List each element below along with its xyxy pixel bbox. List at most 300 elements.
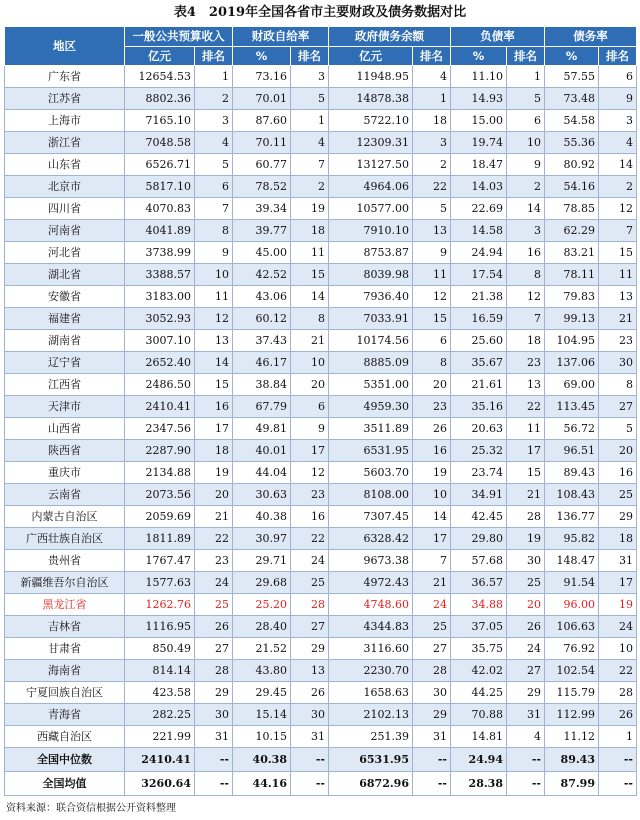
value-cell: 13 <box>507 374 545 396</box>
value-cell: 57.68 <box>451 550 507 572</box>
value-cell: 37.43 <box>233 330 291 352</box>
table-row <box>5 88 637 110</box>
value-cell: 28.38 <box>451 772 507 796</box>
value-cell: 25 <box>413 616 451 638</box>
value-cell: 31 <box>413 726 451 748</box>
value-cell: 4972.43 <box>329 572 413 594</box>
value-cell: 15 <box>599 242 637 264</box>
value-cell: 27 <box>413 638 451 660</box>
value-cell: 6531.95 <box>329 440 413 462</box>
value-cell: 19 <box>195 462 233 484</box>
value-cell: 4 <box>507 726 545 748</box>
value-cell: 814.14 <box>125 660 195 682</box>
region-cell: 广西壮族自治区 <box>5 528 125 550</box>
value-cell: 221.99 <box>125 726 195 748</box>
table-row <box>5 528 637 550</box>
value-cell: 37.05 <box>451 616 507 638</box>
value-cell: 19 <box>291 198 329 220</box>
value-cell: 7 <box>195 198 233 220</box>
value-cell: 3052.93 <box>125 308 195 330</box>
header-unit: % <box>233 47 291 66</box>
value-cell: -- <box>195 748 233 772</box>
header-unit: 亿元 <box>125 47 195 66</box>
table-row <box>5 462 637 484</box>
region-cell: 河北省 <box>5 242 125 264</box>
value-cell: 15 <box>195 374 233 396</box>
value-cell: 4748.60 <box>329 594 413 616</box>
value-cell: 282.25 <box>125 704 195 726</box>
value-cell: 14 <box>195 352 233 374</box>
value-cell: 30 <box>291 704 329 726</box>
value-cell: 6 <box>507 110 545 132</box>
header-rank: 排名 <box>599 47 637 66</box>
value-cell: 104.95 <box>545 330 599 352</box>
value-cell: 27 <box>195 638 233 660</box>
value-cell: 7 <box>599 220 637 242</box>
value-cell: 21 <box>413 572 451 594</box>
value-cell: 2410.41 <box>125 748 195 772</box>
value-cell: 24 <box>413 594 451 616</box>
value-cell: 6526.71 <box>125 154 195 176</box>
region-cell: 福建省 <box>5 308 125 330</box>
value-cell: 23 <box>195 550 233 572</box>
value-cell: 22 <box>413 176 451 198</box>
value-cell: 6531.95 <box>329 748 413 772</box>
value-cell: 25 <box>195 594 233 616</box>
region-cell: 重庆市 <box>5 462 125 484</box>
region-cell: 贵州省 <box>5 550 125 572</box>
value-cell: 4041.89 <box>125 220 195 242</box>
value-cell: 3007.10 <box>125 330 195 352</box>
value-cell: 8885.09 <box>329 352 413 374</box>
table-row <box>5 660 637 682</box>
value-cell: 11 <box>599 264 637 286</box>
value-cell: 9 <box>599 88 637 110</box>
value-cell: 54.16 <box>545 176 599 198</box>
value-cell: 16.59 <box>451 308 507 330</box>
table-row <box>5 704 637 726</box>
value-cell: 28.40 <box>233 616 291 638</box>
value-cell: 11.12 <box>545 726 599 748</box>
region-cell: 湖南省 <box>5 330 125 352</box>
value-cell: 102.54 <box>545 660 599 682</box>
value-cell: 16 <box>195 396 233 418</box>
value-cell: 14.93 <box>451 88 507 110</box>
value-cell: 31 <box>507 704 545 726</box>
value-cell: 2230.70 <box>329 660 413 682</box>
table-row <box>5 154 637 176</box>
region-cell: 江西省 <box>5 374 125 396</box>
value-cell: 4 <box>599 132 637 154</box>
region-cell: 陕西省 <box>5 440 125 462</box>
value-cell: 23 <box>507 352 545 374</box>
region-cell: 广东省 <box>5 66 125 88</box>
value-cell: 2102.13 <box>329 704 413 726</box>
value-cell: 8753.87 <box>329 242 413 264</box>
value-cell: -- <box>291 748 329 772</box>
value-cell: 7048.58 <box>125 132 195 154</box>
table-row <box>5 374 637 396</box>
value-cell: 29 <box>195 682 233 704</box>
value-cell: 12 <box>195 308 233 330</box>
value-cell: 26 <box>195 616 233 638</box>
value-cell: 29 <box>413 704 451 726</box>
value-cell: 18.47 <box>451 154 507 176</box>
region-cell: 黑龙江省 <box>5 594 125 616</box>
value-cell: 7936.40 <box>329 286 413 308</box>
value-cell: 18 <box>507 330 545 352</box>
value-cell: 78.85 <box>545 198 599 220</box>
value-cell: 16 <box>291 506 329 528</box>
value-cell: 850.49 <box>125 638 195 660</box>
value-cell: 16 <box>413 440 451 462</box>
value-cell: 1 <box>599 726 637 748</box>
value-cell: 26 <box>507 616 545 638</box>
value-cell: 95.82 <box>545 528 599 550</box>
value-cell: 11 <box>195 286 233 308</box>
value-cell: 29.68 <box>233 572 291 594</box>
value-cell: 24.94 <box>451 242 507 264</box>
value-cell: 70.01 <box>233 88 291 110</box>
table-row <box>5 242 637 264</box>
value-cell: 2 <box>413 154 451 176</box>
value-cell: 251.39 <box>329 726 413 748</box>
value-cell: 7 <box>413 550 451 572</box>
value-cell: 9673.38 <box>329 550 413 572</box>
value-cell: 69.00 <box>545 374 599 396</box>
value-cell: 25 <box>507 572 545 594</box>
table-row <box>5 220 637 242</box>
value-cell: 24 <box>291 550 329 572</box>
value-cell: 27 <box>599 396 637 418</box>
value-cell: 2652.40 <box>125 352 195 374</box>
value-cell: 45.00 <box>233 242 291 264</box>
value-cell: 20 <box>413 374 451 396</box>
value-cell: 9 <box>195 242 233 264</box>
value-cell: 40.01 <box>233 440 291 462</box>
value-cell: 14.03 <box>451 176 507 198</box>
header-unit: % <box>451 47 507 66</box>
value-cell: 28 <box>599 682 637 704</box>
value-cell: 12 <box>291 462 329 484</box>
value-cell: 17.54 <box>451 264 507 286</box>
value-cell: 15 <box>291 264 329 286</box>
value-cell: 7910.10 <box>329 220 413 242</box>
value-cell: 2486.50 <box>125 374 195 396</box>
value-cell: 19 <box>507 528 545 550</box>
value-cell: 15.14 <box>233 704 291 726</box>
value-cell: 7 <box>507 308 545 330</box>
value-cell: 12654.53 <box>125 66 195 88</box>
value-cell: 42.52 <box>233 264 291 286</box>
value-cell: 80.92 <box>545 154 599 176</box>
value-cell: 136.77 <box>545 506 599 528</box>
value-cell: 25 <box>291 572 329 594</box>
value-cell: 5817.10 <box>125 176 195 198</box>
table-row <box>5 726 637 748</box>
region-cell: 四川省 <box>5 198 125 220</box>
value-cell: 31 <box>599 550 637 572</box>
header-rank: 排名 <box>195 47 233 66</box>
table-row <box>5 550 637 572</box>
value-cell: 2 <box>291 176 329 198</box>
value-cell: 30.97 <box>233 528 291 550</box>
header-row-main <box>5 27 637 47</box>
value-cell: 21 <box>599 308 637 330</box>
value-cell: 148.47 <box>545 550 599 572</box>
header-unit: 亿元 <box>329 47 413 66</box>
value-cell: -- <box>195 772 233 796</box>
value-cell: 21.38 <box>451 286 507 308</box>
value-cell: 13 <box>413 220 451 242</box>
value-cell: 11.10 <box>451 66 507 88</box>
value-cell: 56.72 <box>545 418 599 440</box>
header-unit: % <box>545 47 599 66</box>
value-cell: 112.99 <box>545 704 599 726</box>
value-cell: -- <box>599 748 637 772</box>
region-cell: 全国均值 <box>5 772 125 796</box>
value-cell: 22 <box>507 396 545 418</box>
table-row <box>5 176 637 198</box>
value-cell: 2 <box>599 176 637 198</box>
value-cell: 27 <box>291 616 329 638</box>
region-cell: 上海市 <box>5 110 125 132</box>
value-cell: 11 <box>507 418 545 440</box>
value-cell: 2134.88 <box>125 462 195 484</box>
value-cell: 6872.96 <box>329 772 413 796</box>
value-cell: 23 <box>291 484 329 506</box>
region-cell: 河南省 <box>5 220 125 242</box>
value-cell: 10.15 <box>233 726 291 748</box>
value-cell: 21.61 <box>451 374 507 396</box>
value-cell: 20 <box>291 374 329 396</box>
value-cell: 73.48 <box>545 88 599 110</box>
value-cell: 115.79 <box>545 682 599 704</box>
table-row <box>5 440 637 462</box>
value-cell: 31 <box>195 726 233 748</box>
value-cell: 30 <box>599 352 637 374</box>
value-cell: 3183.00 <box>125 286 195 308</box>
table-row <box>5 396 637 418</box>
value-cell: 28 <box>507 506 545 528</box>
value-cell: 10 <box>195 264 233 286</box>
value-cell: 29 <box>507 682 545 704</box>
value-cell: 10 <box>291 352 329 374</box>
value-cell: 87.60 <box>233 110 291 132</box>
value-cell: 3511.89 <box>329 418 413 440</box>
value-cell: 79.83 <box>545 286 599 308</box>
value-cell: 5603.70 <box>329 462 413 484</box>
value-cell: 96.51 <box>545 440 599 462</box>
value-cell: 21 <box>507 484 545 506</box>
value-cell: 78.52 <box>233 176 291 198</box>
value-cell: -- <box>413 748 451 772</box>
value-cell: 9 <box>507 154 545 176</box>
value-cell: 22 <box>291 528 329 550</box>
value-cell: 15 <box>507 462 545 484</box>
value-cell: 8 <box>599 374 637 396</box>
value-cell: 8 <box>507 264 545 286</box>
table-row <box>5 352 637 374</box>
value-cell: 49.81 <box>233 418 291 440</box>
value-cell: 25.60 <box>451 330 507 352</box>
value-cell: 44.16 <box>233 772 291 796</box>
value-cell: 13 <box>291 660 329 682</box>
value-cell: 12 <box>413 286 451 308</box>
value-cell: 5 <box>507 88 545 110</box>
table-row <box>5 616 637 638</box>
table-row <box>5 572 637 594</box>
value-cell: 3388.57 <box>125 264 195 286</box>
value-cell: 30 <box>195 704 233 726</box>
header-region: 地区 <box>5 27 125 66</box>
value-cell: 89.43 <box>545 748 599 772</box>
value-cell: 35.75 <box>451 638 507 660</box>
value-cell: 40.38 <box>233 748 291 772</box>
value-cell: 29 <box>599 506 637 528</box>
value-cell: 55.36 <box>545 132 599 154</box>
header-debt-balance: 政府债务余额 <box>329 27 451 47</box>
region-cell: 宁夏回族自治区 <box>5 682 125 704</box>
value-cell: 25.20 <box>233 594 291 616</box>
value-cell: 15 <box>413 308 451 330</box>
value-cell: 27 <box>507 660 545 682</box>
value-cell: 67.79 <box>233 396 291 418</box>
value-cell: 3116.60 <box>329 638 413 660</box>
value-cell: 8802.36 <box>125 88 195 110</box>
table-row <box>5 286 637 308</box>
value-cell: 10 <box>599 638 637 660</box>
table-row <box>5 594 637 616</box>
value-cell: 8 <box>195 220 233 242</box>
value-cell: 7307.45 <box>329 506 413 528</box>
value-cell: 20.63 <box>451 418 507 440</box>
value-cell: 3738.99 <box>125 242 195 264</box>
region-cell: 辽宁省 <box>5 352 125 374</box>
value-cell: 96.00 <box>545 594 599 616</box>
value-cell: 13127.50 <box>329 154 413 176</box>
value-cell: 6 <box>413 330 451 352</box>
value-cell: 43.80 <box>233 660 291 682</box>
value-cell: 10 <box>507 132 545 154</box>
value-cell: 3 <box>507 220 545 242</box>
value-cell: 14 <box>413 506 451 528</box>
value-cell: 14 <box>599 154 637 176</box>
value-cell: -- <box>507 772 545 796</box>
value-cell: 54.58 <box>545 110 599 132</box>
value-cell: 34.88 <box>451 594 507 616</box>
table-row <box>5 308 637 330</box>
value-cell: 9 <box>413 242 451 264</box>
value-cell: 35.67 <box>451 352 507 374</box>
value-cell: 21.52 <box>233 638 291 660</box>
value-cell: 5722.10 <box>329 110 413 132</box>
header-self-rate: 财政自给率 <box>233 27 329 47</box>
table-row <box>5 418 637 440</box>
value-cell: 1577.63 <box>125 572 195 594</box>
source-note: 资料来源：联合资信根据公开资料整理 <box>6 803 176 814</box>
value-cell: 40.38 <box>233 506 291 528</box>
region-cell: 内蒙古自治区 <box>5 506 125 528</box>
value-cell: 42.45 <box>451 506 507 528</box>
value-cell: 12309.31 <box>329 132 413 154</box>
value-cell: 11 <box>291 242 329 264</box>
value-cell: 14 <box>291 286 329 308</box>
header-rank: 排名 <box>413 47 451 66</box>
value-cell: 2410.41 <box>125 396 195 418</box>
value-cell: 6 <box>599 66 637 88</box>
region-cell: 安徽省 <box>5 286 125 308</box>
value-cell: 28 <box>413 660 451 682</box>
value-cell: 19 <box>599 594 637 616</box>
region-cell: 吉林省 <box>5 616 125 638</box>
header-debt-rate: 债务率 <box>545 27 637 47</box>
value-cell: 44.25 <box>451 682 507 704</box>
region-cell: 海南省 <box>5 660 125 682</box>
value-cell: 39.77 <box>233 220 291 242</box>
table-row <box>5 506 637 528</box>
value-cell: 6328.42 <box>329 528 413 550</box>
value-cell: -- <box>291 772 329 796</box>
value-cell: 137.06 <box>545 352 599 374</box>
region-cell: 甘肃省 <box>5 638 125 660</box>
value-cell: 2 <box>195 88 233 110</box>
value-cell: 28 <box>195 660 233 682</box>
value-cell: 7 <box>291 154 329 176</box>
value-cell: 6 <box>291 396 329 418</box>
value-cell: 16 <box>507 242 545 264</box>
value-cell: 20 <box>195 484 233 506</box>
value-cell: 21 <box>195 506 233 528</box>
region-cell: 云南省 <box>5 484 125 506</box>
value-cell: 30.63 <box>233 484 291 506</box>
value-cell: 60.77 <box>233 154 291 176</box>
value-cell: 17 <box>195 418 233 440</box>
table-row <box>5 66 637 88</box>
value-cell: 28 <box>291 594 329 616</box>
summary-row <box>5 748 637 772</box>
value-cell: 29.71 <box>233 550 291 572</box>
value-cell: 14.81 <box>451 726 507 748</box>
value-cell: 18 <box>413 110 451 132</box>
value-cell: 30 <box>507 550 545 572</box>
value-cell: 25.32 <box>451 440 507 462</box>
value-cell: 1811.89 <box>125 528 195 550</box>
value-cell: 1658.63 <box>329 682 413 704</box>
value-cell: 62.29 <box>545 220 599 242</box>
value-cell: 5 <box>195 154 233 176</box>
table-row <box>5 198 637 220</box>
value-cell: 26 <box>599 704 637 726</box>
value-cell: 76.92 <box>545 638 599 660</box>
value-cell: 8108.00 <box>329 484 413 506</box>
value-cell: 11948.95 <box>329 66 413 88</box>
value-cell: 1 <box>291 110 329 132</box>
value-cell: 2 <box>507 176 545 198</box>
value-cell: 4070.83 <box>125 198 195 220</box>
value-cell: 8039.98 <box>329 264 413 286</box>
value-cell: 12 <box>507 286 545 308</box>
value-cell: 70.88 <box>451 704 507 726</box>
value-cell: 22 <box>599 660 637 682</box>
value-cell: 57.55 <box>545 66 599 88</box>
value-cell: 36.57 <box>451 572 507 594</box>
value-cell: 44.04 <box>233 462 291 484</box>
value-cell: 4344.83 <box>329 616 413 638</box>
value-cell: 2073.56 <box>125 484 195 506</box>
table-row <box>5 638 637 660</box>
value-cell: 2347.56 <box>125 418 195 440</box>
